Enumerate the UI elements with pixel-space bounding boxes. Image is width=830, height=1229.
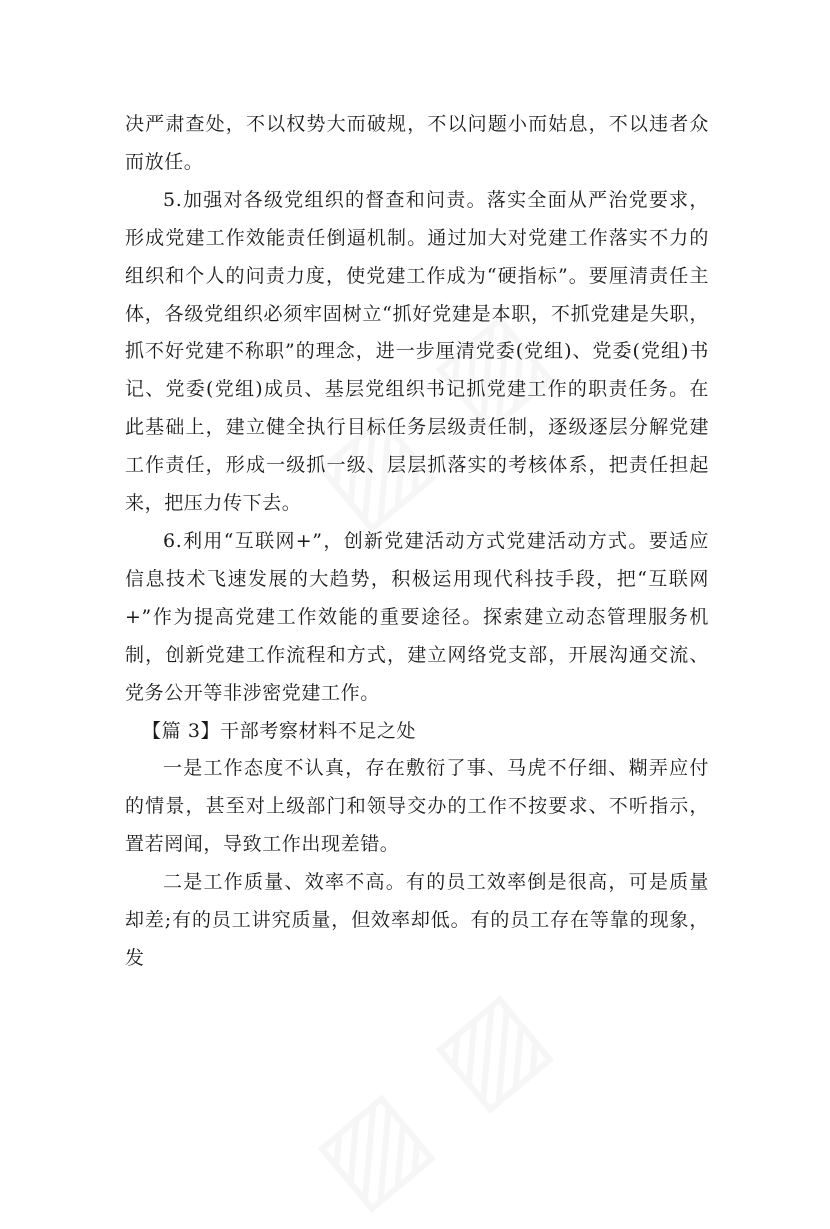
section-heading: 【篇 3】干部考察材料不足之处	[142, 719, 417, 742]
document-body	[125, 106, 709, 978]
paragraph-point-1: 一是工作态度不认真，存在敷衍了事、马虎不仔细、糊弄应付的情景，甚至对上级部门和领导交办的工作不按要求、不听指示，置若罔闻，导致工作出现差错。	[125, 757, 709, 856]
paragraph-item-6: 6.利用“互联网+”，创新党建活动方式党建活动方式。要适应信息技术飞速发展的大趋势，积极运用现代科技手段，把“互联网+”作为提高党建工作效能的重要途径。探索建立动态管理服务机制，创新党建工作流程和方式，建立网络党支部，开展沟通交流、党务公开等非涉密党建工作。	[125, 529, 709, 704]
watermark	[296, 968, 569, 1222]
paragraph-continuation: 决严肃查处，不以权势大而破规，不以问题小而姑息，不以违者众而放任。	[125, 113, 709, 173]
paragraph-item-5: 5.加强对各级党组织的督查和问责。落实全面从严治党要求，形成党建工作效能责任倒逼机制。通过加大对党建工作落实不力的组织和个人的问责力度，使党建工作成为“硬指标”。要厘清责任主体，各级党组织必须牢固树立“抓好党建是本职，不抓党建是失职，抓不好党建不称职”的理念，进一步厘清党委(党组)、党委(党组)书记、党委(党组)成员、基层党组织书记抓党建工作的职责任务。在此基础上，建立健全执行目标任务层级责任制，逐级逐层分解党建工作责任，形成一级抓一级、层层抓落实的考核体系，把责任担起来，把压力传下去。	[125, 188, 709, 515]
paragraph-point-2: 二是工作质量、效率不高。有的员工效率倒是很高，可是质量却差;有的员工讲究质量，但效率却低。有的员工存在等靠的现象，发	[125, 871, 709, 969]
